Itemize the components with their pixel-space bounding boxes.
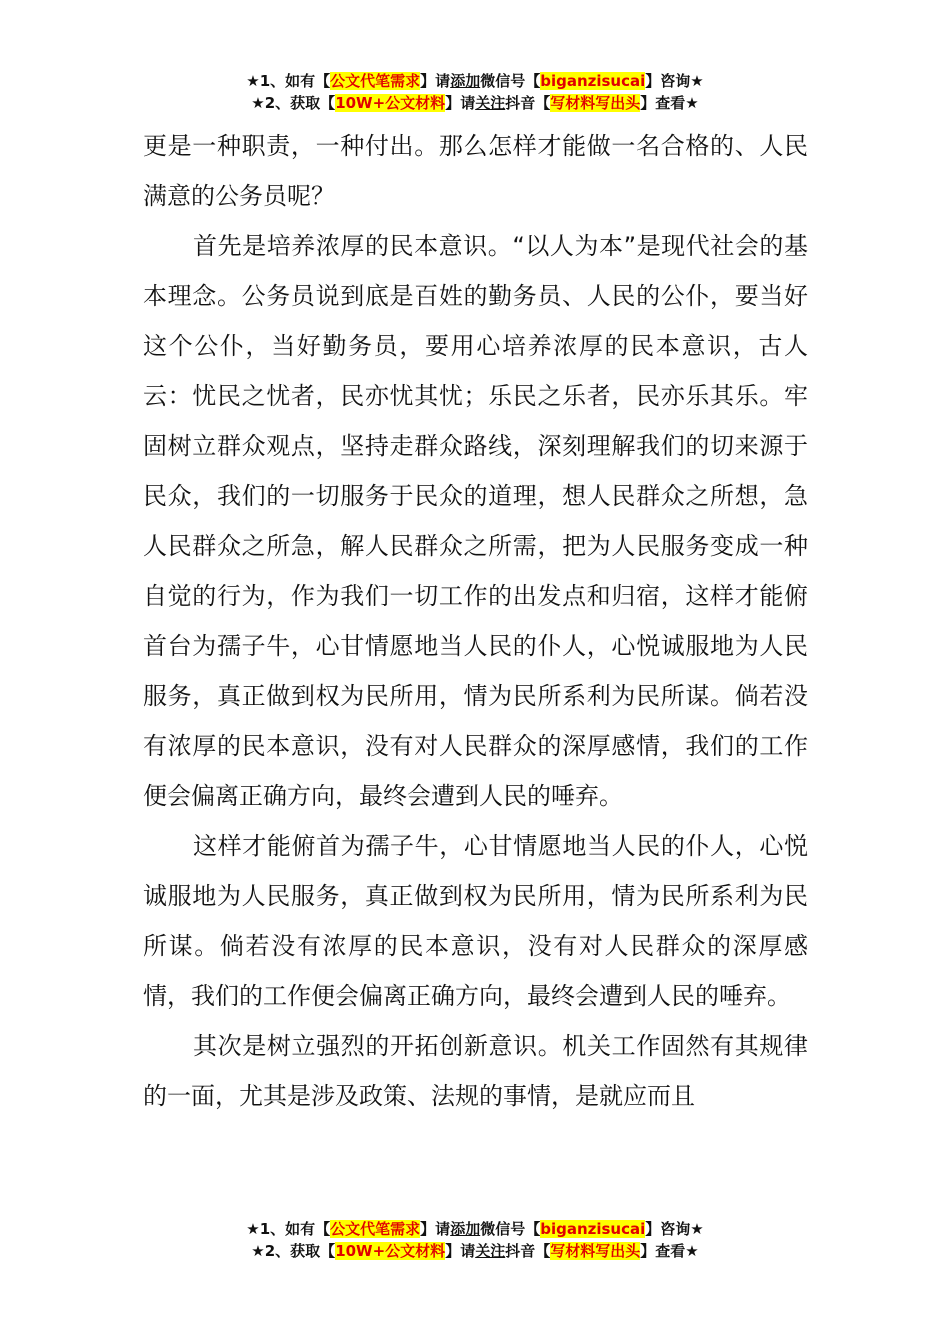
paragraph: 更是一种职责，一种付出。那么怎样才能做一名合格的、人民满意的公务员呢？	[143, 132, 808, 210]
promo-line-1: ★1、如有【公文代笔需求】请添加微信号【biganzisucai】咨询★	[246, 72, 704, 90]
promo-highlight: 公文代笔需求	[330, 72, 421, 90]
footer-promo-banner	[0, 1218, 950, 1262]
promo-highlight: 写材料写出头	[550, 1242, 641, 1260]
promo-highlight: 10W+公文材料	[335, 94, 446, 112]
promo-highlight: 写材料写出头	[550, 94, 641, 112]
paragraph: 其次是树立强烈的开拓创新意识。机关工作固然有其规律的一面，尤其是涉及政策、法规的事情，是就应而且	[143, 1032, 808, 1110]
promo-line-2: ★2、获取【10W+公文材料】请关注抖音【写材料写出头】查看★	[251, 94, 699, 112]
paragraph: 首先是培养浓厚的民本意识。“以人为本”是现代社会的基本理念。公务员说到底是百姓的勤务员、人民的公仆，要当好这个公仆，当好勤务员，要用心培养浓厚的民本意识，古人云：忧民之忧者，民亦忧其忧；乐民之乐者，民亦乐其乐。牢固树立群众观点，坚持走群众路线，深刻理解我们的切来源于民众，我们的一切服务于民众的道理，想人民群众之所想，急人民群众之所急，解人民群众之所需，把为人民服务变成一种自觉的行为，作为我们一切工作的出发点和归宿，这样才能俯首台为孺子牛，心甘情愿地当人民的仆人，心悦诚服地为人民服务，真正做到权为民所用，情为民所系利为民所谋。倘若没有浓厚的民本意识，没有对人民群众的深厚感情，我们的工作便会偏离正确方向，最终会遭到人民的唾弃。	[143, 232, 808, 810]
promo-highlight: 10W+公文材料	[335, 1242, 446, 1260]
promo-line-1: ★1、如有【公文代笔需求】请添加微信号【biganzisucai】咨询★	[246, 1220, 704, 1238]
paragraph: 这样才能俯首为孺子牛，心甘情愿地当人民的仆人，心悦诚服地为人民服务，真正做到权为民所用，情为民所系利为民所谋。倘若没有浓厚的民本意识，没有对人民群众的深厚感情，我们的工作便会偏离正确方向，最终会遭到人民的唾弃。	[143, 832, 808, 1010]
document-body	[143, 121, 808, 1121]
promo-highlight: 公文代笔需求	[330, 1220, 421, 1238]
header-promo-banner	[0, 70, 950, 114]
promo-highlight: biganzisucai	[540, 72, 646, 90]
promo-highlight: biganzisucai	[540, 1220, 646, 1238]
promo-line-2: ★2、获取【10W+公文材料】请关注抖音【写材料写出头】查看★	[251, 1242, 699, 1260]
